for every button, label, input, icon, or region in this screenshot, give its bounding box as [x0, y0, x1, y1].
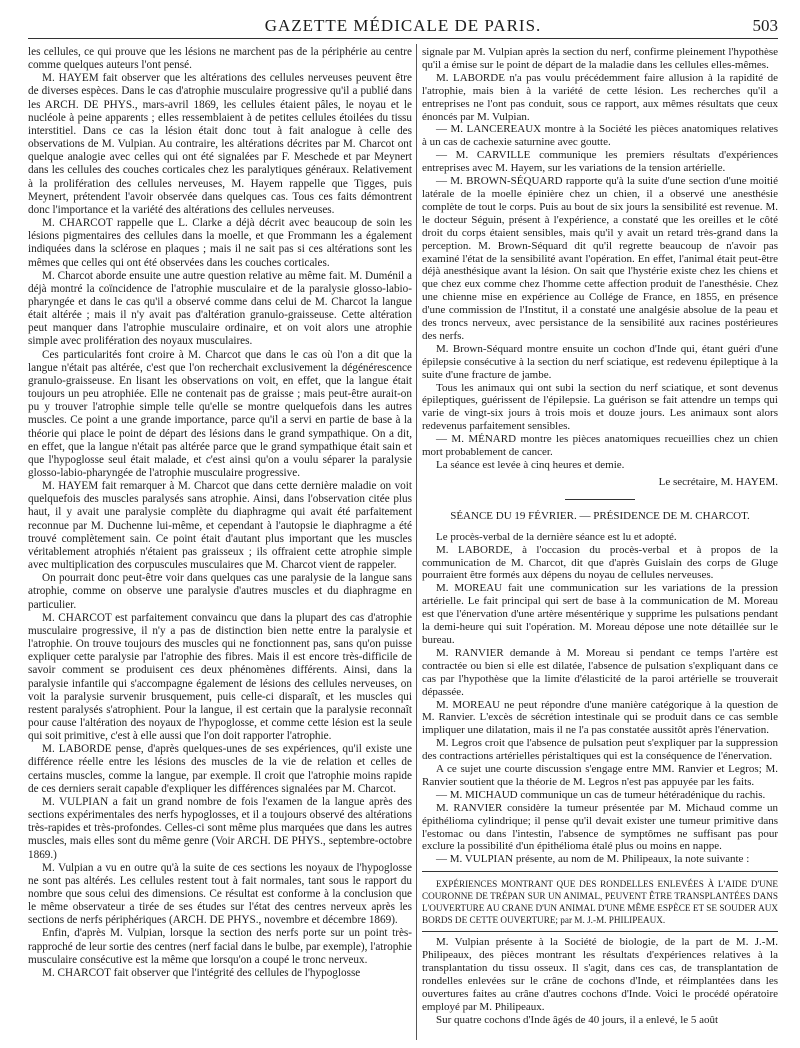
right-column — [422, 46, 778, 1027]
paragraph: La séance est levée à cinq heures et demie. — [436, 459, 625, 471]
column-divider — [416, 44, 417, 1040]
paragraph: M. Legros croit que l'absence de pulsation peut s'expliquer par la suppression des contractions artérielles péristaltiques qui est la conséquence de l'énervation. — [422, 737, 778, 763]
paragraph: Enfin, d'après M. Vulpian, lorsque la section des nerfs porte sur un point très-rapproché de leur sortie des centres (nerf facial dans le bulbe, par exemple), l'atrophie musculaire consécutive est la même que lorsqu'on a coupé le tronc nerveux. — [28, 927, 412, 966]
paragraph: M. MOREAU fait une communication sur les variations de la pression artérielle. Le fait principal qui sert de base à la communication de M. Moreau est que l'énervation d'une artère mésentérique y supprime les pulsations pendant la demi-heure qui suit l'opération. M. Moreau dépose une note détaillée sur le bureau. — [422, 582, 778, 646]
paragraph: Ces particularités font croire à M. Charcot que dans le cas où l'on a dit que la langue n'était pas altérée, c'est que l'on recherchait exclusivement la dégénérescence granulo-graisseuse. En lisant les observations on voit, en effet, que la langue était toujours un peu atrophiée. Elle ne contenait pas de graisse ; mais peut-être aurait-on pu y trouver l'atrophie simple telle qu'elle se montre quelquefois dans les autres muscles. Ce point a une grande importance, parce qu'il a servi en partie de base à la théorie qui place le point de départ des lésions dans le grand sympathique. On a dit, en effet, que la langue n'était pas altérée parce que le grand sympathique était sain et que l'hypoglosse seul était malade, et c'est ainsi qu'on a voulu séparer la paralysie glosso-labio-pharyngée de l'atrophie musculaire progressive. — [28, 348, 412, 479]
paragraph: Sur quatre cochons d'Inde âgés de 40 jours, il a enlevé, le 5 août — [436, 1013, 719, 1026]
paragraph: Tous les animaux qui ont subi la section du nerf sciatique, et sont devenus épileptiques, guérissent de l'épilepsie. La guérison se fait attendre un temps qui varie de vingt-six jours à trois mois et douze jours. Les animaux sont alors redevenus parfaitement sensibles. — [422, 381, 778, 433]
paragraph: — M. MÉNARD montre les pièces anatomiques recueillies chez un chien mort probablement de cancer. — [422, 433, 778, 459]
paragraph: M. LABORDE n'a pas voulu précédemment faire allusion à la rapidité de l'atrophie, mais bien à la variété de cette lésion. Les recherches qu'il a entreprises ne l'ont pas conduit, sous ce rapport, aux mêmes résultats que ceux énoncés par M. Vulpian. — [422, 71, 778, 123]
note-divider — [422, 871, 778, 872]
paragraph: M. RANVIER considère la tumeur présentée par M. Michaud comme un épithélioma cylindrique; il pense qu'il devait exister une tumeur primitive dans l'estomac ou dans l'intestin, l'absence de symptômes ne suffisant pas pour exclure la possibilité d'un épithélioma étalé plus ou moins en nappe. — [422, 801, 778, 853]
paragraph: — M. LANCEREAUX montre à la Société les pièces anatomiques relatives à un cas de cachexie saturnine avec goutte. — [422, 123, 778, 149]
page-number: 503 — [752, 16, 778, 35]
session-heading: SÉANCE DU 19 FÉVRIER. — PRÉSIDENCE DE M. CHARCOT. — [450, 509, 750, 522]
paragraph: M. RANVIER demande à M. Moreau si pendant ce temps l'artère est contractée ou bien si elle est dilatée, l'absence de pulsation s'expliquant dans ce cas par l'hypothèse que la limite d'élasticité de la paroi artérielle se trouverait dépassée. — [422, 646, 778, 698]
section-rule — [565, 499, 635, 500]
paragraph: M. CHARCOT rappelle que L. Clarke a déjà décrit avec beaucoup de soin les lésions pigmentaires des cellules dans la moelle, et que Frommann les a également indiquées dans la sclérose en plaques ; mais il ne sait pas si ces altérations sont les mêmes que celles qui ont été observées dans les couches corticales. — [28, 217, 412, 269]
paragraph: M. HAYEM fait observer que les altérations des cellules nerveuses peuvent être de diverses espèces. Dans le cas d'atrophie musculaire progressive qu'il a publié dans les ARCH. DE PHYS., mars-avril 1869, les cellules étaient pâles, le noyau et le nucléole à peine apparents ; elles ressemblaient à de petites cellules étoilées du tissu interstitiel. Dans ce cas la lésion était donc tout à fait analogue à celle des observations de M. Vulpian. Au contraire, les altérations décrites par M. Charcot ont quelque analogie avec celles qui ont été signalées par F. Meschede et par Meynert dans les cellules des couches corticales chez les paralytiques généraux. Relativement à la prolifération des cellules nerveuses, M. Hayem rappelle que Tigges, puis Meynert, prétendent l'avoir observée dans quelques cas. Tous ces faits démontrent donc l'importance et la variété des altérations des cellules nerveuses. — [28, 72, 412, 216]
paragraph: — M. MICHAUD communique un cas de tumeur hétéradénique du rachis. — [436, 788, 766, 801]
paragraph: les cellules, ce qui prouve que les lésions ne marchent pas de la périphérie au centre comme quelques auteurs l'ont pensé. — [28, 46, 412, 72]
note-divider — [422, 931, 778, 932]
page-header — [28, 14, 778, 40]
running-title: GAZETTE MÉDICALE DE PARIS. — [264, 16, 542, 35]
note-title: EXPÉRIENCES MONTRANT QUE DES RONDELLES ENLEVÉES À L'AIDE D'UNE COURONNE DE TRÉPAN SUR UN ANIMAL, PEUVENT ÊTRE TRANSPLANTÉES DANS L'OUVERTURE AU CRANE D'UN ANIMAL D'UNE MÊME ESPÈCE ET SE SOUDER AUX BORDS DE CETTE OUVERTURE; par M. J.-M. PHILIPEAUX. — [422, 879, 778, 926]
paragraph: M. Charcot aborde ensuite une autre question relative au même fait. M. Duménil a déjà montré la coïncidence de l'atrophie musculaire et de la paralysie glosso-labio-pharyngée et dans le cas qu'il a observé comme dans celui de M. Charcot la langue était altérée ; mais il n'y avait pas d'altération granulo-graisseuse. Cette altération peut manquer dans l'atrophie musculaire ordinaire, et on voit alors une atrophie simple avec prolifération des noyaux musculaires. — [28, 269, 412, 348]
paragraph: M. MOREAU ne peut répondre d'une manière catégorique à la question de M. Ranvier. L'excès de sécrétion intestinale qui se produit dans ce cas semble impliquer une dilatation, mais il ne l'a pas constatée aussitôt après l'énervation. — [422, 698, 778, 737]
paragraph: M. CHARCOT fait observer que l'intégrité des cellules de l'hypoglosse — [42, 966, 361, 979]
paragraph: — M. CARVILLE communique les premiers résultats d'expériences entreprises avec M. Hayem, sur les variations de la tension artérielle. — [422, 149, 778, 175]
paragraph: — M. BROWN-SÉQUARD rapporte qu'à la suite d'une section d'une moitié latérale de la moelle épinière chez un chien, il a observé une anesthésie complète de tout le corps. Puis au bout de six jours la sensibilité est revenue. M. le docteur Séguin, présent à l'expérience, a constaté que les oreilles et le côté droit du corps étaient sensibles, mais qu'il y avait un retard très-grand dans la perception. M. Brown-Séquard dit qu'il regrette beaucoup de n'avoir pas examiné l'état de la sensibilité avant l'opération. En effet, l'animal était peut-être déjà anesthésique avant la lésion. On sait que l'hystérie existe chez les chiens et que chez eux comme chez l'homme cette affection produit de l'anesthésie. Chez une chienne mise en expérience au Collége de France, en 1855, en présence d'une commission de l'Institut, il a constaté une analgésie absolue de la peau et des troncs nerveux, avec persistance de la sensibilité aux racines postérieures des nerfs. — [422, 175, 778, 342]
paragraph: M. CHARCOT est parfaitement convaincu que dans la plupart des cas d'atrophie musculaire progressive, il n'y a pas de distinction bien nette entre la paralysie et l'atrophie. On trouve toujours des muscles qui ne fonctionnent pas, sans qu'on puisse expliquer cette paralysie par l'atrophie des fibres. Mais il est encore très-difficile de savoir comment se produisent ces deux phénomènes différents. Ainsi, dans la paralysie infantile qui s'accompagne également de lésions des cellules nerveuses, on voit la paralysie survenir brusquement, puis celle-ci disparaît, et les muscles qui restent paralysés s'atrophient. Pour la langue, il est certain que la paralysie reconnaît pour cause l'altération des noyaux de l'hypoglosse, et comme cette lésion est la seule qui soit primitive, c'est à elle aussi que l'on doit rapporter l'atrophie. — [28, 611, 412, 743]
left-column — [28, 46, 412, 980]
paragraph: M. Brown-Séquard montre ensuite un cochon d'Inde qui, étant guéri d'une épilepsie consécutive à la section du nerf sciatique, est redevenu épileptique à la suite d'une fracture de jambe. — [422, 342, 778, 381]
paragraph: signale par M. Vulpian après la section du nerf, confirme pleinement l'hypothèse qu'il a émise sur le point de départ de la maladie dans les cellules elles-mêmes. — [422, 46, 778, 71]
paragraph: M. LABORDE pense, d'après quelques-unes de ses expériences, qu'il existe une différence réelle entre les lésions des muscles de la vie de relation et celles de certains muscles, comme la langue, par exemple. Il croit que l'atrophie moins rapide de ces derniers serait capable d'expliquer les différences signalées par M. Charcot. — [28, 743, 412, 795]
paragraph: Le procès-verbal de la dernière séance est lu et adopté. — [436, 530, 677, 543]
paragraph: M. VULPIAN a fait un grand nombre de fois l'examen de la langue après des sections expérimentales des nerfs hypoglosses, et il a toujours observé des altérations très-rapides et très-profondes. Celles-ci sont même plus marquées que dans les autres muscles, mais elles sont du même genre (Voir ARCH. DE PHYS., septembre-octobre 1869.) — [28, 795, 412, 861]
paragraph: On pourrait donc peut-être voir dans quelques cas une paralysie de la langue sans atrophie, comme on observe une paralysie d'autres muscles et du diaphragme en particulier. — [28, 572, 412, 611]
paragraph: M. HAYEM fait remarquer à M. Charcot que dans cette dernière maladie on voit quelquefois des muscles paralysés sans atrophie. Ainsi, dans l'observation citée plus haut, il y avait une paralysie complète du diaphragme qui avait été parfaitement reconnue par M. Duchenne lui-même, et cependant à l'autopsie le diaphragme a été trouvé complètement sain. Ce point était d'autant plus important que les muscles véritablement atrophiés n'étaient pas graisseux ; ils offraient cette atrophie simple avec multiplication des corpuscules musculaires que M. Charcot vient de rappeler. — [28, 480, 412, 572]
paragraph: M. LABORDE, à l'occasion du procès-verbal et à propos de la communication de M. Charcot, dit que d'après Guislain des corps de Gluge pourraient être formés aux dépens du noyau de cellules nerveuses. — [422, 543, 778, 582]
signature: Le secrétaire, M. HAYEM. — [658, 475, 778, 488]
paragraph: A ce sujet une courte discussion s'engage entre MM. Ranvier et Legros; M. Ranvier soutient que la théorie de M. Legros n'est pas appuyée par les faits. — [422, 763, 778, 788]
paragraph: M. Vulpian présente à la Société de biologie, de la part de M. J.-M. Philipeaux, des pièces montrant les résultats d'expériences relatives à la transplantation du tissu osseux. Il s'agit, dans ces cas, de transplantation de rondelles enlevées sur le crâne de cochons d'Inde, et réimplantées dans les ouvertures faites au crâne d'autres cochons d'Inde. Voici le procédé opératoire employé par M. Philipeaux. — [422, 936, 778, 1013]
header-rule — [28, 38, 778, 39]
paragraph: — M. VULPIAN présente, au nom de M. Philipeaux, la note suivante : — [436, 853, 750, 866]
paragraph: M. Vulpian a vu en outre qu'à la suite de ces sections les noyaux de l'hypoglosse ne sont pas altérés. Les cellules restent tout à fait normales, tant sous le rapport du nombre que sous celui des dimensions. Ce résultat est conforme à la conclusion que le même observateur a tirée de ses études sur l'état des centres nerveux après les sections de nerfs périphériques (ARCH. DE PHYS., novembre et décembre 1869). — [28, 861, 412, 927]
